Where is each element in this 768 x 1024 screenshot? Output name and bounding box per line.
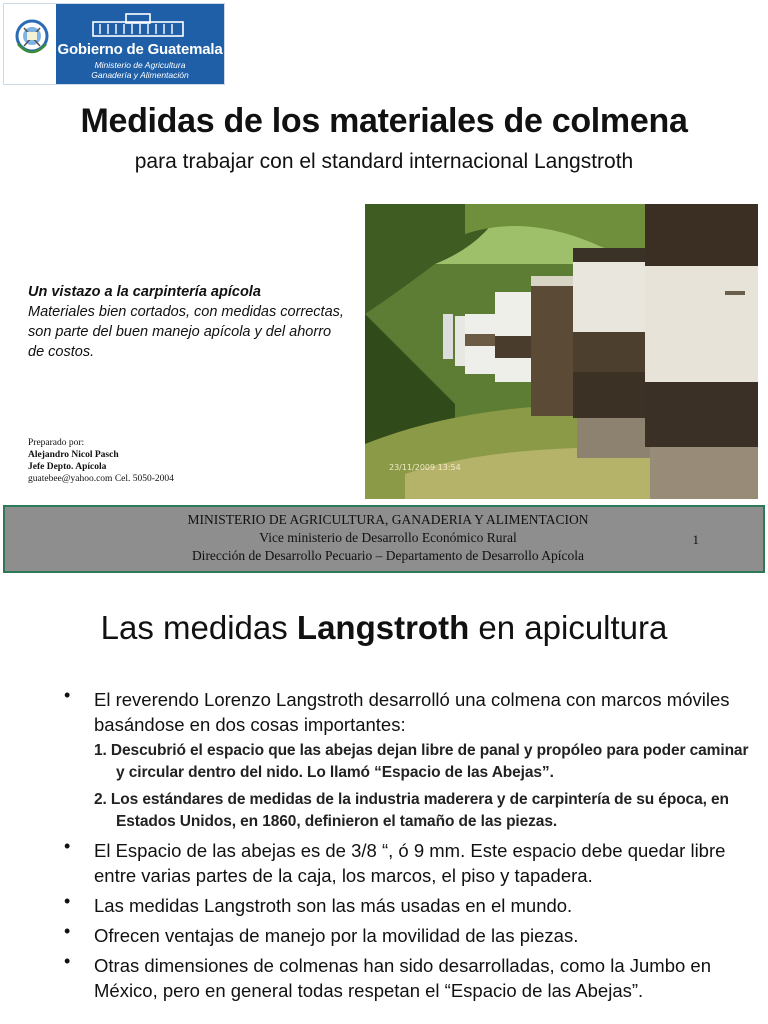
logo-subtitle-line2: Ganadería y Alimentación bbox=[91, 70, 189, 80]
bullet-text: El reverendo Lorenzo Langstroth desarrolló una colmena con marcos móviles basándose en dos cosas importantes: bbox=[94, 689, 730, 735]
bullet-list bbox=[60, 687, 760, 1008]
bullet-item bbox=[60, 687, 760, 833]
bullet-item: • Otras dimensiones de colmenas han sido desarrolladas, como la Jumbo en México, pero en general todas respetan el “Espacio de las Abejas”. bbox=[60, 953, 760, 1003]
photo-timestamp: 23/11/2009 13:54 bbox=[389, 463, 461, 472]
ministry-line1: MINISTERIO DE AGRICULTURA, GANADERIA Y ALIMENTACION bbox=[187, 512, 589, 527]
author-role: Jefe Depto. Apícola bbox=[28, 462, 107, 472]
ministry-line2: Vice ministerio de Desarrollo Económico Rural bbox=[259, 530, 517, 545]
intro-text bbox=[28, 282, 348, 362]
sub-item: 2. Los estándares de medidas de la industria maderera y de carpintería de su época, en Estados Unidos, en 1860, definieron el tamaño de las piezas. bbox=[94, 791, 729, 830]
page-number: 1 bbox=[692, 532, 699, 547]
logo-subtitle bbox=[56, 60, 224, 80]
prepared-label: Preparado por: bbox=[28, 438, 85, 448]
intro-heading: Un vistazo a la carpintería apícola bbox=[28, 284, 261, 300]
bullet-item: • Las medidas Langstroth son las más usadas en el mundo. bbox=[60, 893, 760, 918]
beehives-photo bbox=[365, 204, 758, 499]
section-title-bold: Langstroth bbox=[296, 609, 470, 646]
section-title-pre: Las medidas bbox=[100, 609, 297, 646]
intro-body: Materiales bien cortados, con medidas correctas, son parte del buen manejo apícola y del ahorro de costos. bbox=[28, 304, 344, 360]
author-contact: guatebee@yahoo.com Cel. 5050-2004 bbox=[28, 474, 174, 484]
prepared-by bbox=[28, 437, 174, 485]
section-title bbox=[0, 609, 768, 647]
sub-list bbox=[94, 740, 760, 833]
bullet-item: • El Espacio de las abejas es de 3/8 “, ó 9 mm. Este espacio debe quedar libre entre varias partes de la caja, los marcos, el piso y tapadera. bbox=[60, 838, 760, 888]
beehives-illustration bbox=[365, 204, 758, 499]
slide-title: Medidas de los materiales de colmena bbox=[80, 102, 688, 140]
logo-title: Gobierno de Guatemala bbox=[57, 41, 223, 58]
bullet-item: • Ofrecen ventajas de manejo por la movilidad de las piezas. bbox=[60, 923, 760, 948]
palace-icon bbox=[88, 12, 188, 38]
author-name: Alejandro Nicol Pasch bbox=[28, 450, 119, 460]
slide-subtitle: para trabajar con el standard internacional Langstroth bbox=[134, 150, 634, 173]
ministry-text bbox=[5, 511, 768, 565]
coat-of-arms-icon bbox=[12, 14, 52, 66]
ministry-line3: Dirección de Desarrollo Pecuario – Departamento de Desarrollo Apícola bbox=[191, 548, 585, 563]
ministry-footer-bar bbox=[3, 505, 765, 573]
government-logo bbox=[3, 3, 225, 85]
section-title-post: en apicultura bbox=[469, 609, 668, 646]
logo-subtitle-line1: Ministerio de Agricultura bbox=[94, 60, 186, 70]
sub-item: 1. Descubrió el espacio que las abejas dejan libre de panal y propóleo para poder caminar y circular dentro del nido. Lo llamó “Espacio de las Abejas”. bbox=[94, 742, 749, 781]
